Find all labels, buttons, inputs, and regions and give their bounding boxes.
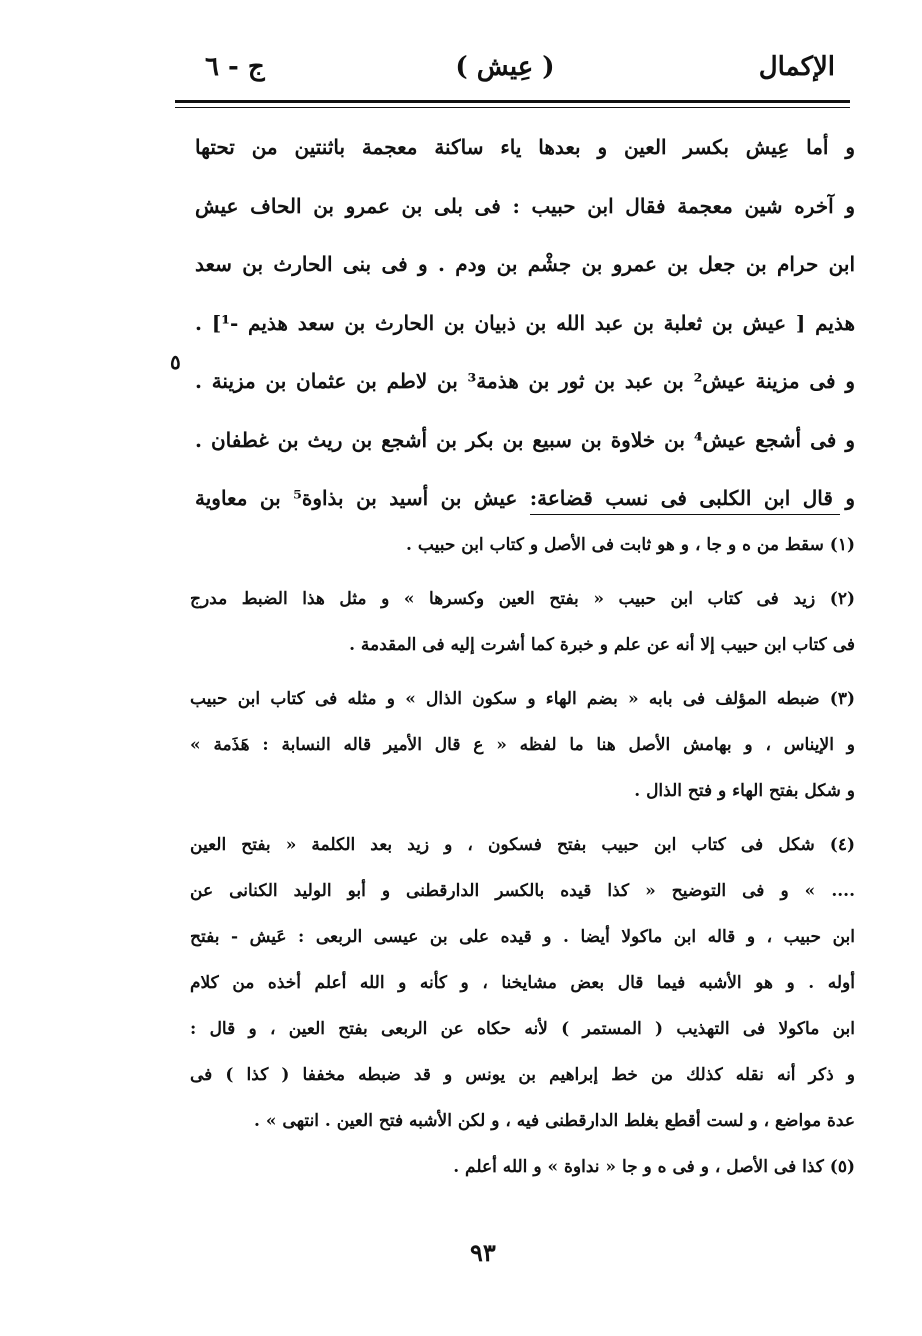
running-header (175, 52, 835, 98)
text-line: و آخره شين معجمة فقال ابن حبيب : فى بلى بن عمرو بن الحاف عيش (195, 193, 855, 218)
footnotes (190, 522, 855, 1190)
footnote-line: (١) سقط من ه و جا ، و هو ثابت فى الأصل و كتاب ابن حبيب . (406, 535, 855, 555)
footnote-line: و الإيناس ، و بهامش الأصل هنا ما لفظه « ع قال الأمير قاله النسابة : هَذَمة » (190, 735, 855, 755)
text-line: ابن حرام بن جعل بن عمرو بن جشْم بن ودم . و فى بنى الحارث بن سعد (195, 252, 855, 276)
header-rule (175, 100, 850, 103)
footnote-line: (٥) كذا فى الأصل ، و فى ه و جا « نداوة » و الله أعلم . (453, 1157, 855, 1177)
volume-number: ج - ٦ (205, 52, 265, 82)
footnote-line: فى كتاب ابن حبيب إلا أنه عن علم و خبرة كما أشرت إليه فى المقدمة . (349, 635, 855, 655)
footnote-line: (٤) شكل فى كتاب ابن حبيب بفتح فسكون ، و زيد بعد الكلمة « بفتح العين (190, 835, 855, 855)
footnote-line: (٢) زيد فى كتاب ابن حبيب « بفتح العين وكسرها » و مثل هذا الضبط مدرج (190, 589, 855, 609)
footnote-line: و ذكر أنه نقله كذلك من خط إبراهيم بن يونس و قد ضبطه مخففا ( كذا ) فى (190, 1065, 855, 1085)
footnote-line: ابن ماكولا فى التهذيب ( المستمر ) لأنه حكاه عن الربعى بفتح العين ، و قال : (190, 1019, 855, 1039)
line-number: ٥ (170, 350, 181, 374)
entry-title: ( عِيش ) (455, 52, 555, 82)
text-line: و فى مزينة عيش² بن عبد بن ثور بن هذمة³ بن لاطم بن عثمان بن مزينة . (195, 369, 855, 393)
text-line: و قال ابن الكلبى فى نسب قضاعة: عيش بن أسيد بن بذاوة⁵ بن معاوية (195, 486, 855, 510)
page-number: ٩٣ (470, 1238, 496, 1267)
text-line: و فى أشجع عيش⁴ بن خلاوة بن سبيع بن بكر بن أشجع بن ريث بن غطفان . (195, 427, 855, 452)
footnote-line: عدة مواضع ، و لست أقطع بغلط الدارقطنى فيه ، و لكن الأشبه فتح العين . انتهى » . (254, 1111, 855, 1131)
footnote-separator (530, 514, 840, 515)
book-title: الإكمال (758, 52, 835, 82)
header-rule-thin (175, 107, 850, 108)
footnote-line: أوله . و هو الأشبه فيما قال بعض مشايخنا ، و كأنه و الله أعلم أخذه من كلام (190, 973, 855, 993)
text-line: هذيم [ عيش بن ثعلبة بن عبد الله بن ذبيان بن الحارث بن سعد هذيم -¹] . (195, 310, 855, 335)
footnote-line: (٣) ضبطه المؤلف فى بابه « بضم الهاء و سكون الذال » و مثله فى كتاب ابن حبيب (190, 689, 855, 709)
main-text (195, 118, 855, 528)
footnote-line: و شكل بفتح الهاء و فتح الذال . (634, 781, 855, 801)
footnote-line: ابن حبيب ، و قاله ابن ماكولا أيضا . و قيده على بن عيسى الربعى : عَيش - بفتح (190, 927, 855, 947)
text-line: و أما عِيش بكسر العين و بعدها ياء ساكنة معجمة باثنتين من تحتها (195, 135, 855, 159)
footnote-line: .... » و فى التوضيح « كذا قيده بالكسر الدارقطنى و أبو الوليد الكنانى عن (190, 881, 855, 901)
